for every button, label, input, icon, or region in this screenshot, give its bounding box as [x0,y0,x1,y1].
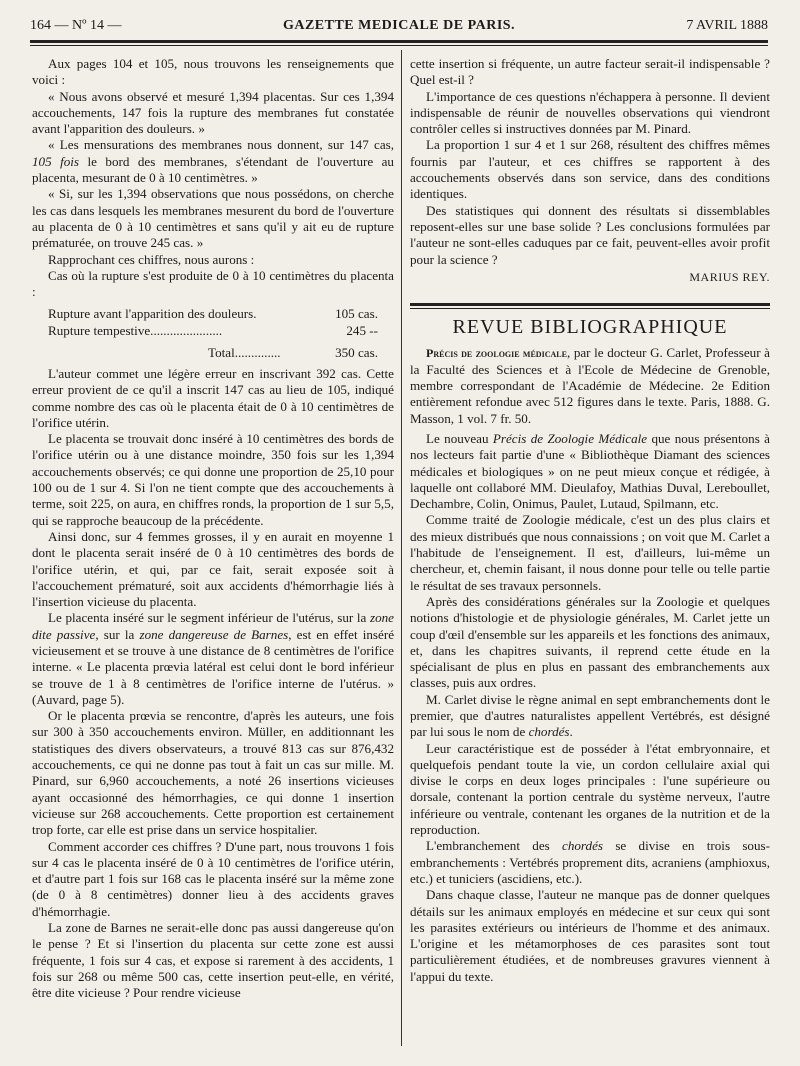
paragraph: Cas où la rupture s'est produite de 0 à 10 centimètres du placenta : [32,267,394,300]
table-row: Rupture avant l'apparition des douleurs. 105 cas. [48,306,378,322]
paragraph: Comme traité de Zoologie médicale, c'est un des plus clairs et des mieux distribués que nous connaissions ; on voit que M. Carlet a l'habitude de l'enseignement. Il est, d'ailleurs, lui-même un chercheur, et, chemin faisant, il nous donne pour telle ou telle partie le résultat de ses travaux personnels. [410,512,770,593]
paragraph: La zone de Barnes ne serait-elle donc pas aussi dangereuse qu'on le pense ? Et si l'insertion du placenta sur cette zone est aussi fréquente, 1 fois sur 4 cas, et expose si rarement à des accidents, 1 fois sur 268 ou même 500 cas, cette insertion peut-elle, en vérité, être dite vicieuse ? Pour rendre vicieuse [32,920,394,1001]
issue-date: 7 AVRIL 1888 [686,18,768,33]
section-title: REVUE BIBLIOGRAPHIQUE [452,316,728,339]
paragraph: Aux pages 104 et 105, nous trouvons les renseignements que voici : [32,56,394,88]
paragraph: La proportion 1 sur 4 et 1 sur 268, résultent des chiffres mêmes fournis par l'auteur, et ces chiffres se rapportent à des accouchements observés dans son service, dans des conditions identiques. [410,137,770,202]
paragraph: M. Carlet divise le règne animal en sept embranchements dont le premier, que d'autres naturalistes appellent Vertébrés, est désigné par lui sous le nom de chordés. [410,691,770,740]
paragraph: L'auteur commet une légère erreur en inscrivant 392 cas. Cette erreur provient de ce qu'il a inscrit 147 cas au lieu de 105, indiqué comme nombre des cas où le placenta était de 0 à 10 centimètres de l'orifice utérin. [32,365,394,430]
table-total-row: Total.............. 350 cas. [208,345,378,361]
section-rule [410,303,770,306]
statistics-table [48,306,378,362]
paragraph: « Nous avons observé et mesuré 1,394 placentas. Sur ces 1,394 accouchements, 147 fois la rupture des membranes fut constatée avant l'apparition des douleurs. » [32,88,394,137]
paragraph: Le placenta se trouvait donc inséré à 10 centimètres des bords de l'orifice utérin ou à une distance moindre, 350 fois sur les 1,394 accouchements observés; ce qui donne une proportion de 25,10 pour 100 ou de 1 sur 4. Si l'on ne tient compte que des accouchements à terme, soit 225, on aura, en chiffres ronds, la proportion de 1 sur 5,5, qui se rapproche beaucoup de la précédente. [32,431,394,528]
paragraph: Dans chaque classe, l'auteur ne manque pas de donner quelques détails sur les animaux employés en médecine et sur ceux qui sont les parasites extérieurs ou intérieurs de l'homme et des animaux. L'origine et les métamorphoses de ces parasites sont tout particulièrement étudiées, et de nombreuses gravures viennent à l'appui du texte. [410,887,770,984]
header-rule [30,40,768,43]
section-rule-thin [410,308,770,309]
paragraph: Leur caractéristique est de posséder à l'état embryonnaire, et quelquefois pendant toute la vie, un cordon cellulaire axial qui divise le corps en deux loges principales : l'une supérieure ou dorsale, contenant la portion centrale du système nerveux, l'autre inférieure ou ventrale, contenant les organes de la nutrition et de la reproduction. [410,740,770,838]
page-header [30,18,768,38]
right-column [410,56,770,985]
paragraph: cette insertion si fréquente, un autre facteur serait-il indispensable ? Quel est-il ? [410,56,770,88]
paragraph: L'importance de ces questions n'échappera à personne. Il devient indispensable de réunir de nouvelles observations qui viendront contrôler celles si instructives données par M. Pinard. [410,88,770,137]
header-rule-thin [30,45,768,46]
paragraph: Comment accorder ces chiffres ? D'une part, nous trouvons 1 fois sur 4 cas le placenta inséré de 0 à 10 centimètres de l'orifice utérin, et d'autre part 1 fois sur 168 cas le placenta inséré sur la même zone (de 0 à 8 centimètres) donner lieu à des accidents graves d'hémorrhagie. [32,838,394,919]
paragraph: « Les mensurations des membranes nous donnent, sur 147 cas, 105 fois le bord des membranes, s'étendant de l'ouverture au placenta, mesurant de 0 à 10 centimètres. » [32,137,394,186]
author-signature: MARIUS REY. [689,269,770,284]
paragraph: Ainsi donc, sur 4 femmes grosses, il y en aurait en moyenne 1 dont le placenta serait inséré de 0 à 10 centimètres des bords de l'orifice utérin, et qui, par ce fait, serait exposée soit à l'accouchement prématuré, soit aux accidents d'hémorrhagie liés à l'insertion vicieuse du placenta. [32,528,394,610]
paragraph: L'embranchement des chordés se divise en trois sous-embranchements : Vertébrés proprement dits, acraniens (amphioxus, etc.) et tuniciers (ascidiens, etc.). [410,838,770,886]
paragraph: Le placenta inséré sur le segment inférieur de l'utérus, sur la zone dite passive, sur la zone dangereuse de Barnes, est en effet inséré vicieusement et se trouve à une distance de 8 centimètres de l'orifice interne. « Le placenta prœvia latéral est celui dont le bord inférieur se trouve de 1 à 8 centimètres de l'orifice interne de l'utérus. » (Auvard, page 5). [32,610,395,707]
bibliography-entry: Précis de zoologie médicale, par le docteur G. Carlet, Professeur à la Faculté des Sciences et à l'Ecole de Médecine de Grenoble, membre correspondant de l'Académie de Médecine. 2e Edition entièrement refondue avec 512 figures dans le texte. Paris, 1888. G. Masson, 1 vol. 7 fr. 50. [410,345,770,426]
table-row: Rupture tempestive...................... 245 -- [48,322,378,338]
paragraph: Or le placenta prœvia se rencontre, d'après les auteurs, une fois sur 300 à 350 accouchements environ. Müller, en additionnant les statistiques des divers observateurs, a trouvé 813 cas sur 876,432 accouchements, ce qui ne donne pas tout à fait un cas sur mille. M. Pinard, sur 6,960 accouchements, a noté 26 insertions vicieuses ayant occasionné des hémorrhagies, ce qui donne 1 insertion vicieuse sur 268 accouchements. Cette proportion est certainement trop forte, car elle est prise dans un service hospitalier. [32,708,394,838]
paragraph: « Si, sur les 1,394 observations que nous possédons, on cherche les cas dans lesquels les membranes mesurent du bord de l'ouverture au placenta de 0 à 10 centimètres et sans qu'il y ait eu de rupture prématurée, on trouve 245 cas. » [32,186,394,251]
paragraph: Le nouveau Précis de Zoologie Médicale que nous présentons à nos lecteurs fait partie d'une « Bibliothèque Diamant des sciences médicales et biologiques » on ne peut mieux conçue et rédigée, à laquelle ont collaboré MM. Dieulafoy, Mathias Duval, Lereboullet, Dechambre, Colin, Onimus, Paulet, Lutaud, Spilmann, etc. [410,430,770,512]
paragraph: Rapprochant ces chiffres, nous aurons : [48,251,255,267]
paragraph: Des statistiques qui donnent des résultats si dissemblables reposent-elles sur une base solide ? Les conclusions formulées par l'auteur ne sont-elles caduques par ce fait, peuvent-elles avoir profit pour la science ? [410,202,770,267]
paragraph: Après des considérations générales sur la Zoologie et quelques notions d'histologie et de physiologie générales, M. Carlet jette un coup d'œil d'ensemble sur les appareils et les fonctions des animaux, et, dans les chapitres suivants, il reprend cette étude en la spécialisant de plus en plus en passant des embranchements aux classes, puis aux ordres. [410,593,770,691]
journal-title: GAZETTE MEDICALE DE PARIS. [282,18,516,33]
left-column [32,56,394,1002]
page-number: 164 — Nº 14 — [30,18,122,33]
column-divider [401,50,402,1046]
